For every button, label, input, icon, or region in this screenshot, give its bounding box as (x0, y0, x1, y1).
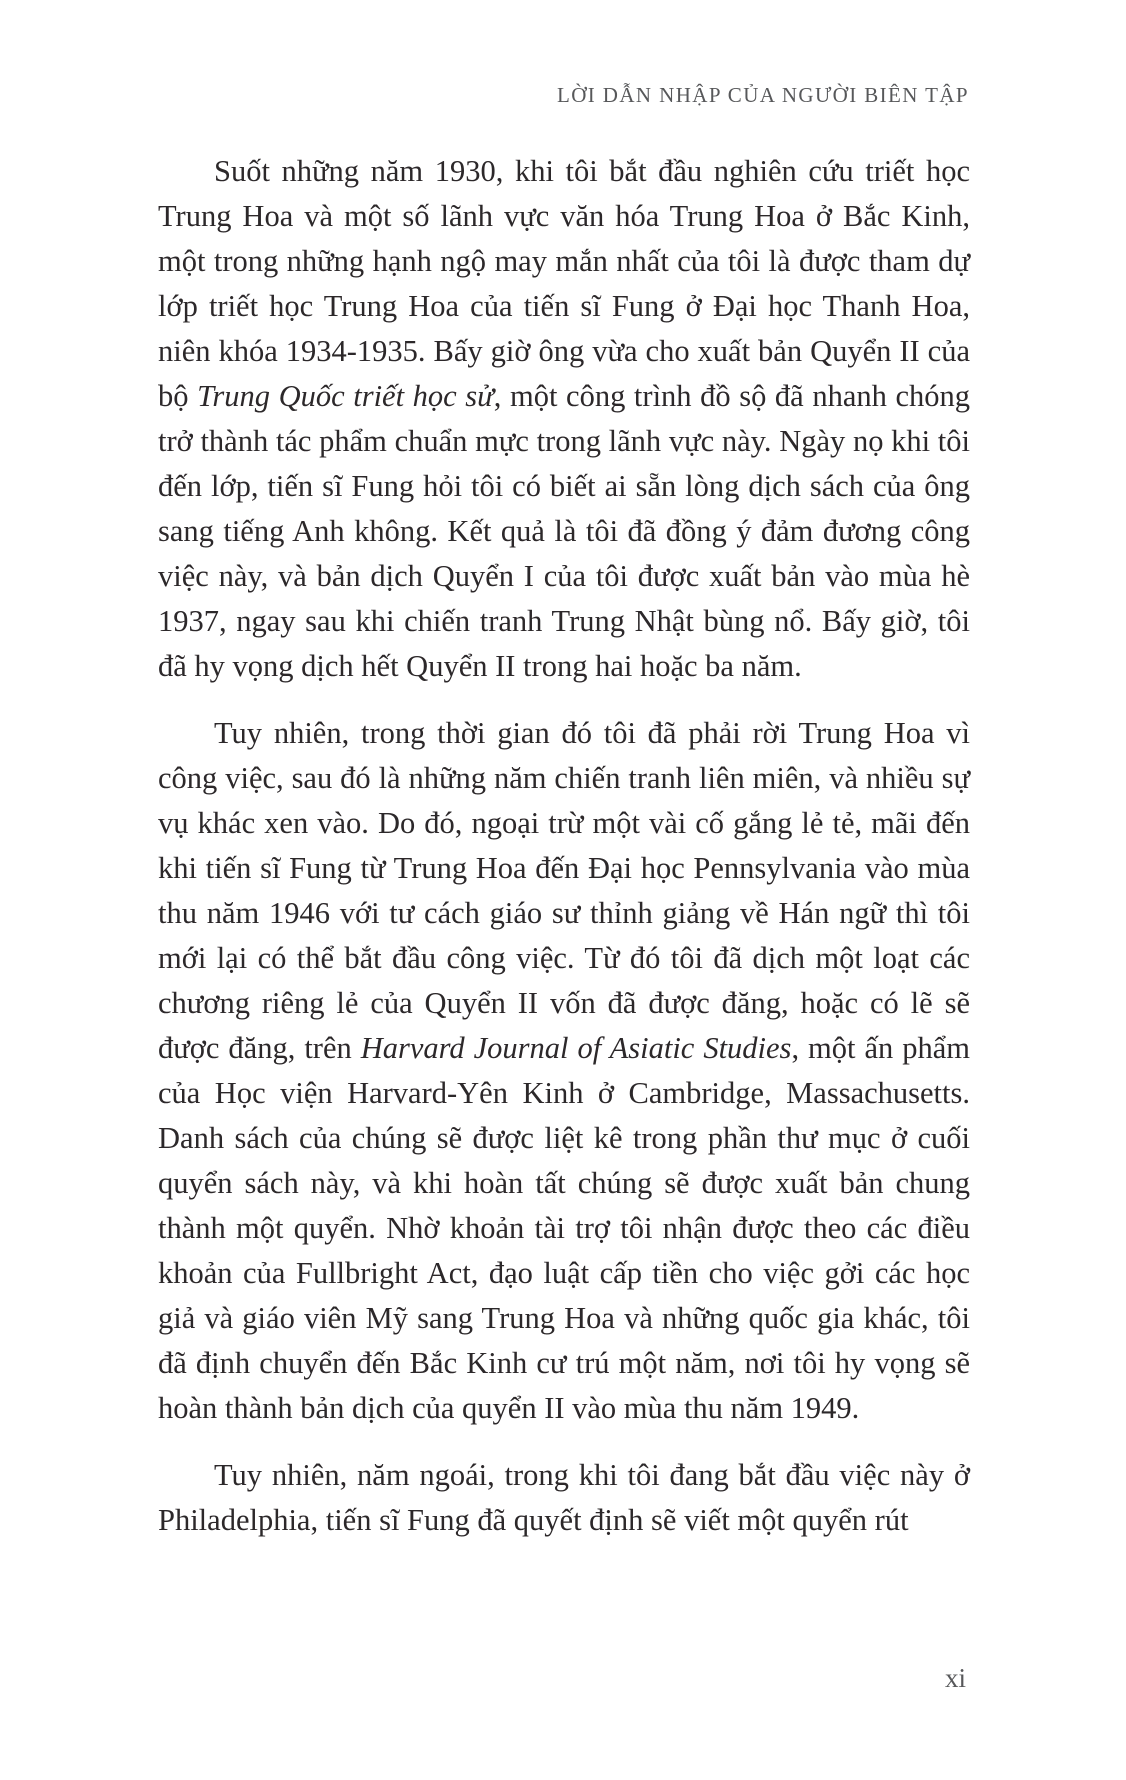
paragraph (158, 149, 970, 689)
text-segment: Tuy nhiên, năm ngoái, trong khi tôi đang bắt đầu việc này ở Philadelphia, tiến sĩ Fung đã quyết định sẽ viết một quyển rút (158, 1458, 970, 1537)
page-number: xi (944, 1663, 966, 1693)
paragraph (158, 1453, 970, 1543)
text-segment: , một công trình đồ sộ đã nhanh chóng trở thành tác phẩm chuẩn mực trong lãnh vực này. Ngày nọ khi tôi đến lớp, tiến sĩ Fung hỏi tôi có biết ai sẵn lòng dịch sách của ông sang tiếng Anh không. Kết quả là tôi đã đồng ý đảm đương công việc này, và bản dịch Quyển I của tôi được xuất bản vào mùa hè 1937, ngay sau khi chiến tranh Trung Nhật bùng nổ. Bấy giờ, tôi đã hy vọng dịch hết Quyển II trong hai hoặc ba năm. (158, 379, 970, 683)
body-text-container (158, 149, 970, 1565)
text-segment: , một ấn phẩm của Học viện Harvard-Yên Kinh ở Cambridge, Massachusetts. Danh sách của chúng sẽ được liệt kê trong phần thư mục ở cuối quyển sách này, và khi hoàn tất chúng sẽ được xuất bản chung thành một quyển. Nhờ khoản tài trợ tôi nhận được theo các điều khoản của Fullbright Act, đạo luật cấp tiền cho việc gởi các học giả và giáo viên Mỹ sang Trung Hoa và những quốc gia khác, tôi đã định chuyển đến Bắc Kinh cư trú một năm, nơi tôi hy vọng sẽ hoàn thành bản dịch của quyển II vào mùa thu năm 1949. (158, 1031, 970, 1425)
text-segment: Suốt những năm 1930, khi tôi bắt đầu nghiên cứu triết học Trung Hoa và một số lãnh vực văn hóa Trung Hoa ở Bắc Kinh, một trong những hạnh ngộ may mắn nhất của tôi là được tham dự lớp triết học Trung Hoa của tiến sĩ Fung ở Đại học Thanh Hoa, niên khóa 1934-1935. Bấy giờ ông vừa cho xuất bản Quyển II của bộ (158, 154, 970, 413)
text-segment: Tuy nhiên, trong thời gian đó tôi đã phải rời Trung Hoa vì công việc, sau đó là những năm chiến tranh liên miên, và nhiều sự vụ khác xen vào. Do đó, ngoại trừ một vài cố gắng lẻ tẻ, mãi đến khi tiến sĩ Fung từ Trung Hoa đến Đại học Pennsylvania vào mùa thu năm 1946 với tư cách giáo sư thỉnh giảng về Hán ngữ thì tôi mới lại có thể bắt đầu công việc. Từ đó tôi đã dịch một loạt các chương riêng lẻ của Quyển II vốn đã được đăng, hoặc có lẽ sẽ được đăng, trên (158, 716, 970, 1065)
running-header: LỜI DẪN NHẬP CỦA NGƯỜI BIÊN TẬP (556, 83, 969, 107)
italic-text-segment: Trung Quốc triết học sử (197, 379, 494, 413)
italic-text-segment: Harvard Journal of Asiatic Studies (360, 1031, 792, 1065)
paragraph (158, 711, 970, 1431)
